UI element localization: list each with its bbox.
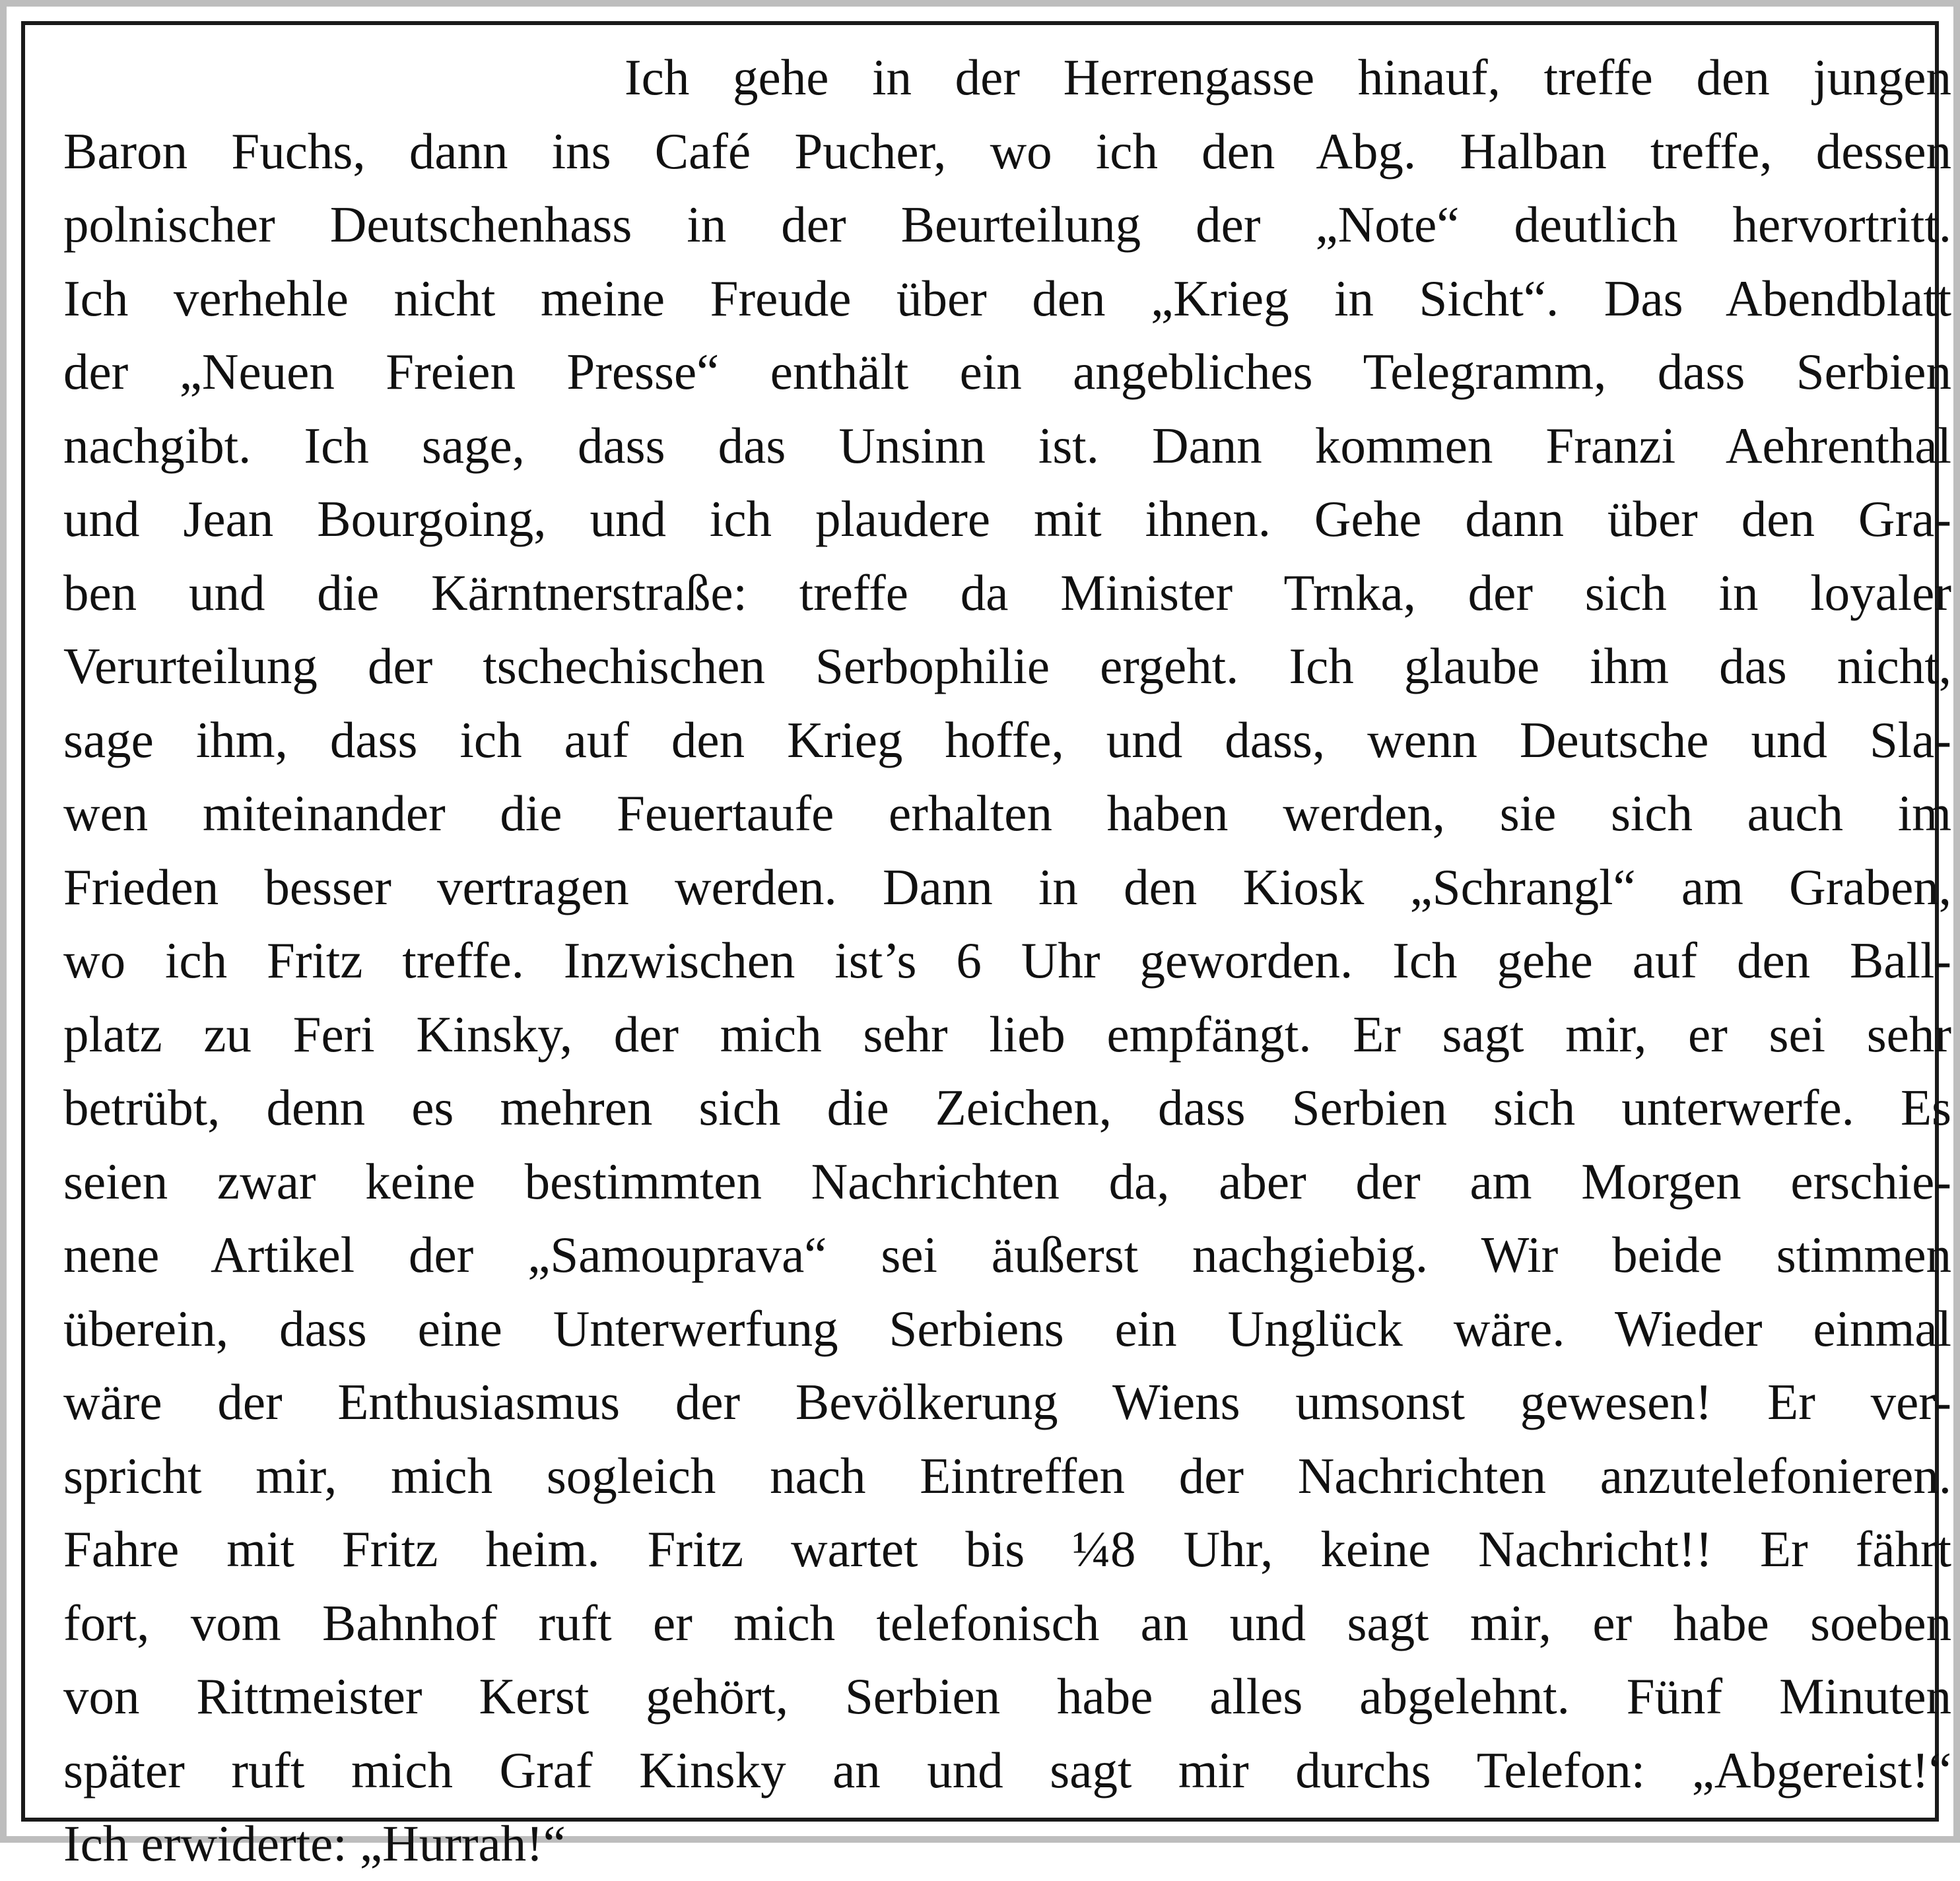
page-inner-border — [21, 21, 1951, 1872]
text-line: Ich gehe in der Herrengasse hinauf, treffe den jungen — [625, 49, 1951, 106]
text-line: seien zwar keine bestimmten Nachrichten da, aber der am Morgen erschie- — [63, 1152, 1951, 1210]
text-line: der „Neuen Freien Presse“ enthält ein angebliches Telegramm, dass Serbien — [63, 343, 1951, 400]
text-line: platz zu Feri Kinsky, der mich sehr lieb empfängt. Er sagt mir, er sei sehr — [63, 1005, 1951, 1063]
text-line: nene Artikel der „Samouprava“ sei äußerst nachgiebig. Wir beide stimmen — [63, 1226, 1951, 1283]
text-line: wo ich Fritz treffe. Inzwischen ist’s 6 Uhr geworden. Ich gehe auf den Ball- — [63, 932, 1951, 989]
text-line: fort, vom Bahnhof ruft er mich telefonisch an und sagt mir, er habe soeben — [63, 1594, 1951, 1651]
text-line: Frieden besser vertragen werden. Dann in den Kiosk „Schrangl“ am Graben, — [63, 858, 1951, 915]
text-line: von Rittmeister Kerst gehört, Serbien habe alles abgelehnt. Fünf Minuten — [63, 1668, 1951, 1725]
text-line: betrübt, denn es mehren sich die Zeichen, dass Serbien sich unterwerfe. Es — [63, 1079, 1951, 1136]
text-line: überein, dass eine Unterwerfung Serbiens ein Unglück wäre. Wieder einmal — [63, 1300, 1951, 1357]
text-line: Baron Fuchs, dann ins Café Pucher, wo ich den Abg. Halban treffe, dessen — [63, 122, 1951, 180]
diary-text-block — [63, 41, 1951, 1881]
text-line: ben und die Kärntnerstraße: treffe da Minister Trnka, der sich in loyaler — [63, 564, 1951, 621]
text-line: spricht mir, mich sogleich nach Eintreffen der Nachrichten anzutelefonieren. — [63, 1447, 1951, 1504]
text-line: wen miteinander die Feuertaufe erhalten haben werden, sie sich auch im — [63, 785, 1951, 842]
text-line: Ich verhehle nicht meine Freude über den „Krieg in Sicht“. Das Abendblatt — [63, 269, 1951, 327]
text-line: polnischer Deutschenhass in der Beurteilung der „Note“ deutlich hervortritt. — [63, 196, 1951, 253]
text-line: Verurteilung der tschechischen Serbophilie ergeht. Ich glaube ihm das nicht, — [63, 638, 1951, 694]
text-line: sage ihm, dass ich auf den Krieg hoffe, und dass, wenn Deutsche und Sla- — [63, 711, 1951, 768]
text-line: nachgibt. Ich sage, dass das Unsinn ist. Dann kommen Franzi Aehrenthal — [63, 416, 1951, 474]
text-line: Fahre mit Fritz heim. Fritz wartet bis ¼8 Uhr, keine Nachricht!! Er fährt — [63, 1521, 1951, 1577]
text-line: und Jean Bourgoing, und ich plaudere mit ihnen. Gehe dann über den Gra- — [63, 490, 1951, 547]
text-line: später ruft mich Graf Kinsky an und sagt mir durchs Telefon: „Abgereist!“ — [63, 1741, 1951, 1798]
text-line-last: Ich erwiderte: „Hurrah!“ — [63, 1815, 566, 1872]
text-line: wäre der Enthusiasmus der Bevölkerung Wiens umsonst gewesen! Er ver- — [63, 1373, 1951, 1430]
